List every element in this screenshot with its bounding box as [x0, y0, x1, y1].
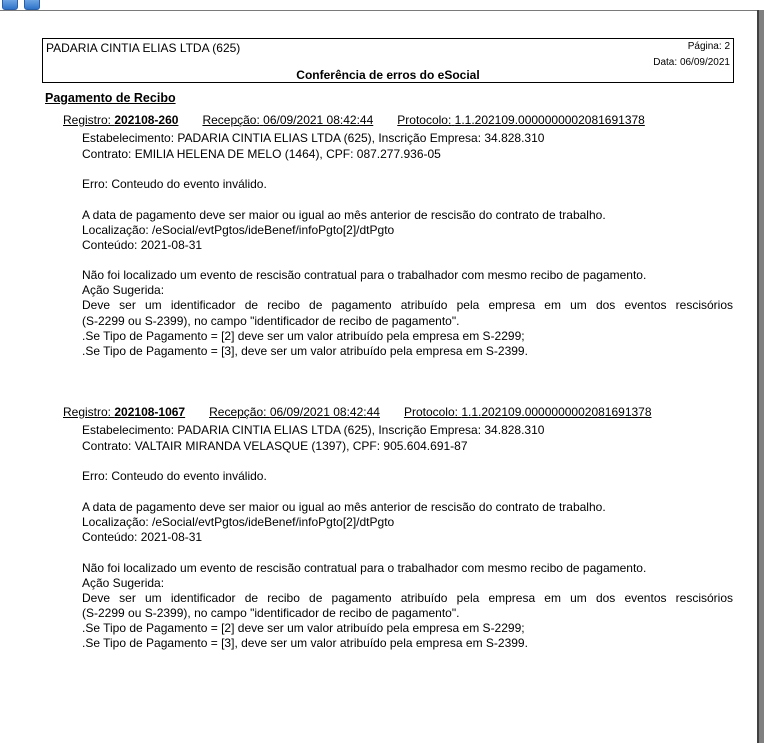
erro: Erro: Conteudo do evento inválido.	[82, 177, 267, 191]
record-header: Registro: 202108-1067 Recepção: 06/09/2021 08:42:44 Protocolo: 1.1.202109.0000000002081691378	[63, 405, 652, 419]
company-name: PADARIA CINTIA ELIAS LTDA (625)	[46, 41, 241, 55]
toolbar-button-icon[interactable]	[24, 0, 40, 10]
localizacao: Localização: /eSocial/evtPgtos/ideBenef/infoPgto[2]/dtPgto	[82, 515, 395, 529]
erro: Erro: Conteudo do evento inválido.	[82, 469, 267, 483]
toolbar-button-icon[interactable]	[2, 0, 18, 10]
acao-linha-2: (S-2299 ou S-2399), no campo "identificador de recibo de pagamento".	[82, 314, 460, 328]
tipo-pagamento-2: .Se Tipo de Pagamento = [2] deve ser um valor atribuído pela empresa em S-2299;	[82, 329, 525, 343]
tipo-pagamento-2: .Se Tipo de Pagamento = [2] deve ser um valor atribuído pela empresa em S-2299;	[82, 621, 525, 635]
window-divider	[0, 10, 760, 11]
print-date: Data: 06/09/2021	[653, 57, 730, 68]
mensagem-rescisao: Não foi localizado um evento de rescisão contratual para o trabalhador com mesmo recibo de pagamento.	[82, 268, 647, 282]
estabelecimento: Estabelecimento: PADARIA CINTIA ELIAS LTDA (625), Inscrição Empresa: 34.828.310	[82, 423, 545, 437]
mensagem-rescisao: Não foi localizado um evento de rescisão contratual para o trabalhador com mesmo recibo de pagamento.	[82, 561, 647, 575]
mensagem-data: A data de pagamento deve ser maior ou igual ao mês anterior de rescisão do contrato de trabalho.	[82, 208, 606, 222]
report-title: Conferência de erros do eSocial	[296, 68, 480, 82]
localizacao: Localização: /eSocial/evtPgtos/ideBenef/infoPgto[2]/dtPgto	[82, 223, 395, 237]
section-title: Pagamento de Recibo	[45, 91, 176, 105]
contrato: Contrato: VALTAIR MIRANDA VELASQUE (1397), CPF: 905.604.691-87	[82, 439, 468, 453]
estabelecimento: Estabelecimento: PADARIA CINTIA ELIAS LTDA (625), Inscrição Empresa: 34.828.310	[82, 131, 545, 145]
contrato: Contrato: EMILIA HELENA DE MELO (1464), CPF: 087.277.936-05	[82, 147, 441, 161]
record-header: Registro: 202108-260 Recepção: 06/09/2021 08:42:44 Protocolo: 1.1.202109.0000000002081691378	[63, 113, 645, 127]
toolbar	[0, 0, 764, 10]
tipo-pagamento-3: .Se Tipo de Pagamento = [3], deve ser um valor atribuído pela empresa em S-2399.	[82, 636, 528, 650]
acao-linha-1: Deve ser um identificador de recibo de pagamento atribuído pela empresa em um dos eventos rescisórios	[82, 298, 733, 312]
acao-sugerida: Ação Sugerida:	[82, 576, 165, 590]
conteudo: Conteúdo: 2021-08-31	[82, 238, 203, 252]
acao-linha-2: (S-2299 ou S-2399), no campo "identificador de recibo de pagamento".	[82, 606, 460, 620]
page-number: Página: 2	[687, 41, 730, 52]
conteudo: Conteúdo: 2021-08-31	[82, 530, 203, 544]
acao-linha-1: Deve ser um identificador de recibo de pagamento atribuído pela empresa em um dos eventos rescisórios	[82, 591, 733, 605]
report-header	[42, 38, 734, 83]
mensagem-data: A data de pagamento deve ser maior ou igual ao mês anterior de rescisão do contrato de trabalho.	[82, 500, 606, 514]
tipo-pagamento-3: .Se Tipo de Pagamento = [3], deve ser um valor atribuído pela empresa em S-2399.	[82, 344, 528, 358]
scrollbar-edge	[757, 10, 759, 743]
acao-sugerida: Ação Sugerida:	[82, 283, 165, 297]
